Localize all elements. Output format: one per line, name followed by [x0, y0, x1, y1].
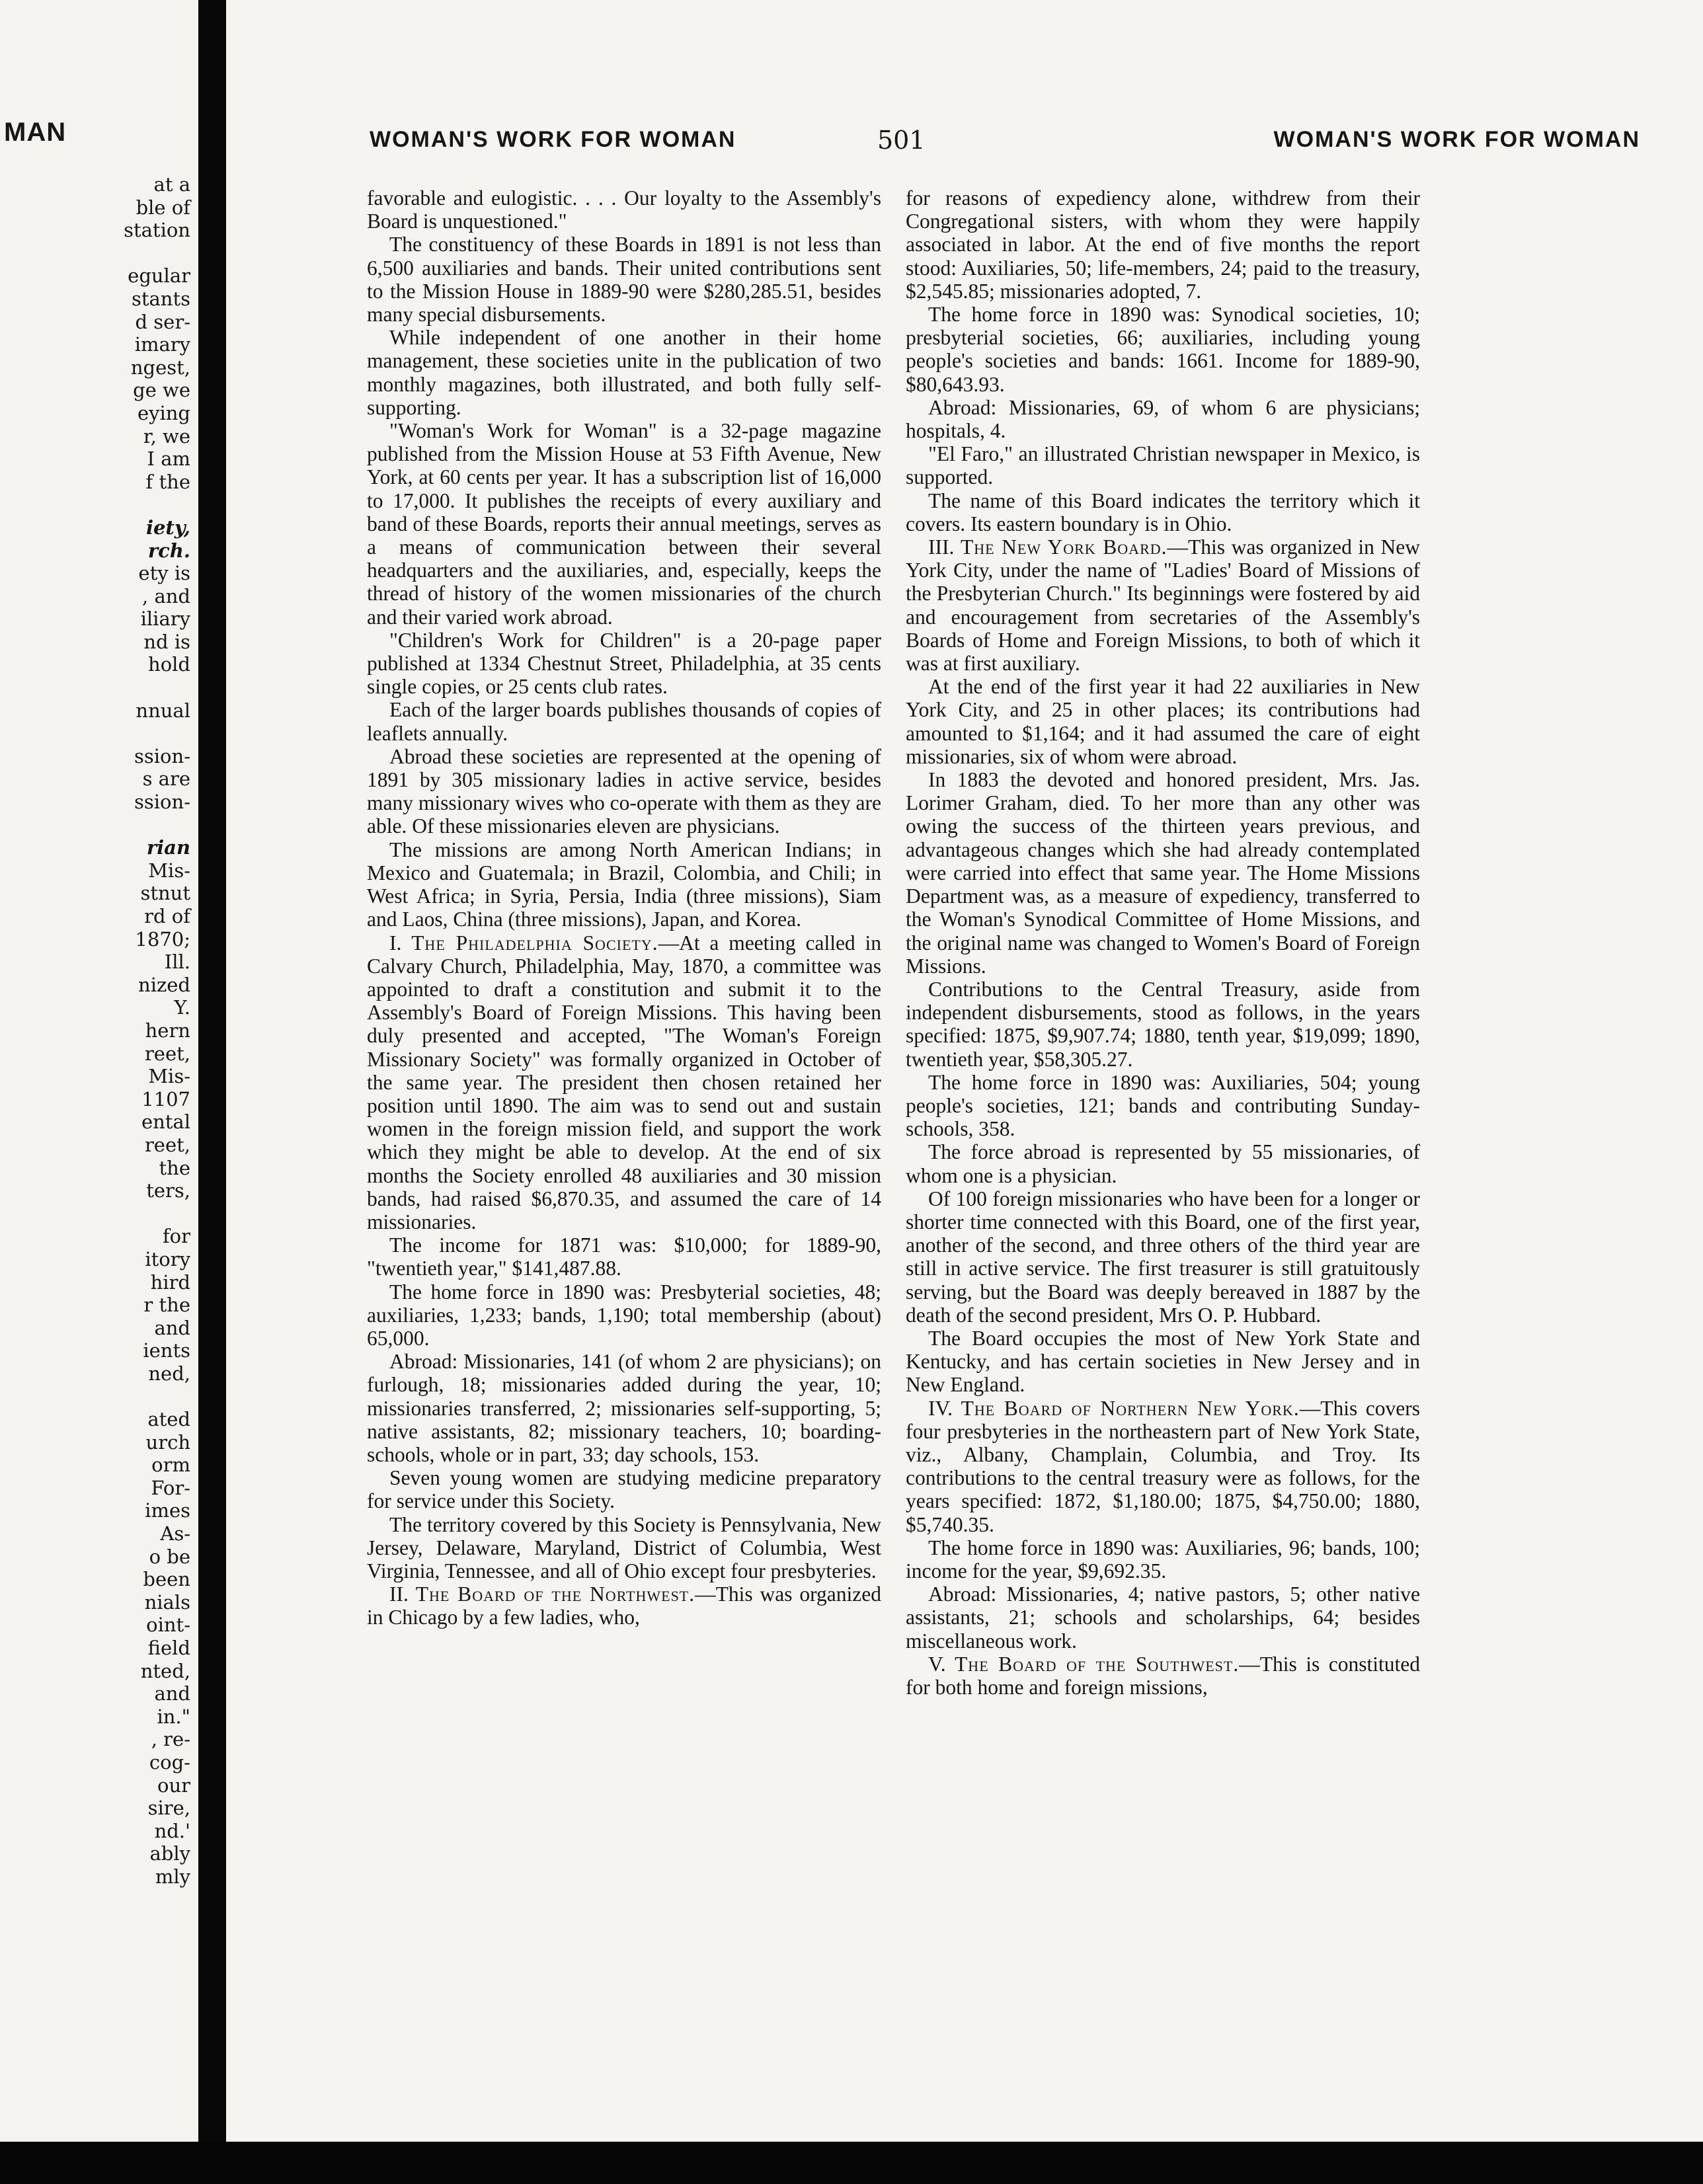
paragraph	[367, 1350, 881, 1466]
paragraph	[906, 1071, 1420, 1141]
previous-page-line: ge we	[133, 379, 190, 402]
previous-page-line: at a	[153, 173, 190, 196]
paragraph-text: favorable and eulogistic. . . . Our loyalty to the Assembly's Board is unquestioned."	[367, 186, 881, 233]
previous-page-line	[32, 493, 190, 516]
previous-page-line: ably	[149, 1842, 190, 1865]
previous-page-line: egular	[128, 264, 190, 288]
paragraph-text: The home force in 1890 was: Synodical societies, 10; presbyterial societies, 66; auxiliaries, including young people's societies and bands: 1661. Income for 1889-90, $80,643.93.	[906, 303, 1420, 396]
section-heading: The Board of the Northwest.	[415, 1582, 695, 1606]
previous-page-line	[32, 814, 190, 837]
paragraph	[906, 978, 1420, 1071]
previous-page-line: ble of	[136, 196, 190, 219]
left-column	[367, 186, 881, 1629]
previous-page-header: MAN	[4, 118, 67, 147]
running-head-left: WOMAN'S WORK FOR WOMAN	[370, 127, 736, 152]
paragraph-text: The home force in 1890 was: Auxiliaries, 96; bands, 100; income for the year, $9,692.35.	[906, 1536, 1420, 1582]
previous-page-line: Mis-	[148, 859, 190, 882]
previous-page-line: itory	[145, 1247, 190, 1270]
paragraph	[367, 629, 881, 699]
paragraph	[367, 1513, 881, 1583]
paragraph-text: III.	[928, 535, 961, 559]
paragraph-text: "Children's Work for Children" is a 20-page paper published at 1334 Chestnut Street, Philadelphia, at 35 cents single copies, or 25 cents club rates.	[367, 628, 881, 699]
previous-page-line: oint-	[146, 1614, 190, 1637]
previous-page-line: Ill.	[164, 951, 190, 974]
previous-page-line	[32, 242, 190, 265]
paragraph-text: "El Faro," an illustrated Christian newspaper in Mexico, is supported.	[906, 442, 1420, 489]
previous-page-line: the	[159, 1156, 190, 1179]
paragraph-text: The force abroad is represented by 55 missionaries, of whom one is a physician.	[906, 1140, 1420, 1187]
previous-page-line: s are	[142, 767, 190, 791]
paragraph	[906, 442, 1420, 488]
previous-page-fragment	[0, 0, 198, 2142]
previous-page-line: urch	[145, 1430, 190, 1454]
previous-page-line: our	[157, 1774, 190, 1797]
paragraph	[367, 326, 881, 419]
paragraph-text: —This is constituted for both home and foreign missions,	[906, 1652, 1420, 1699]
previous-page-line: ngest,	[130, 356, 190, 379]
previous-page-line: d ser-	[135, 310, 190, 333]
paragraph-text: The home force in 1890 was: Presbyterial societies, 48; auxiliaries, 1,233; bands, 1,190; total membership (about) 65,000.	[367, 1280, 881, 1350]
paragraph	[906, 1536, 1420, 1582]
paragraph-text: The income for 1871 was: $10,000; for 1889-90, "twentieth year," $141,487.88.	[367, 1233, 881, 1280]
previous-page-line: nials	[144, 1590, 190, 1614]
paragraph	[906, 1327, 1420, 1397]
previous-page-line: nted,	[140, 1659, 190, 1682]
paragraph	[906, 1397, 1420, 1536]
previous-page-line: Y.	[174, 996, 190, 1019]
previous-page-line: I am	[147, 448, 190, 471]
right-column	[906, 186, 1420, 1699]
previous-page-line: and	[154, 1316, 190, 1339]
previous-page-line: nd is	[143, 630, 190, 653]
previous-page-line	[32, 1202, 190, 1226]
previous-page-line: nd.'	[154, 1819, 190, 1842]
paragraph	[906, 1582, 1420, 1653]
previous-page-line: 1870;	[135, 927, 190, 951]
paragraph	[906, 1653, 1420, 1699]
previous-page-line: hird	[150, 1270, 190, 1294]
paragraph	[906, 489, 1420, 535]
page-501	[226, 0, 1703, 2142]
previous-page-line: and	[154, 1682, 190, 1705]
previous-page-line: ental	[141, 1111, 190, 1134]
previous-page-text	[32, 173, 190, 1889]
previous-page-line: been	[143, 1568, 190, 1591]
previous-page-line: ients	[143, 1339, 190, 1362]
previous-page-line: For-	[151, 1476, 190, 1499]
paragraph	[906, 768, 1420, 978]
previous-page-line: ated	[147, 1408, 190, 1431]
previous-page-line: As-	[160, 1522, 190, 1545]
previous-page-line: ssion-	[134, 744, 190, 767]
previous-page-line: iliary	[140, 607, 190, 631]
paragraph	[906, 1187, 1420, 1327]
paragraph-text: Abroad these societies are represented at the opening of 1891 by 305 missionary ladies in active service, besides many missionary wives who co-operate with them as they are able. Of these missionaries eleven are physicians.	[367, 744, 881, 838]
previous-page-line: field	[147, 1637, 190, 1659]
previous-page-line: rd of	[144, 905, 190, 927]
previous-page-line	[32, 1385, 190, 1408]
paragraph	[367, 698, 881, 744]
paragraph	[906, 186, 1420, 303]
paragraph	[367, 186, 881, 233]
paragraph	[906, 535, 1420, 675]
paragraph-text: In 1883 the devoted and honored president, Mrs. Jas. Lorimer Graham, died. To her more than any other was owing the success of the thirteen years previous, and advantageous changes which she had already contemplated were carried into effect that same year. The Home Missions Department was, as a measure of expediency, transferred to the Woman's Synodical Committee of Home Missions, and the original name was changed to Women's Board of Foreign Missions.	[906, 768, 1420, 978]
paragraph-text: "Woman's Work for Woman" is a 32-page magazine published from the Mission House at 53 Fifth Avenue, New York, at 60 cents per year. It has a subscription list of 16,000 to 17,000. It publishes the receipts of every auxiliary and band of these Boards, reports their annual meetings, serves as a means of communication between their several headquarters and the auxiliaries, and, especially, keeps the thread of history of the women missionaries of the church and their varied work abroad.	[367, 419, 881, 629]
paragraph-text: II.	[389, 1582, 416, 1606]
paragraph	[906, 303, 1420, 396]
paragraph-text: The territory covered by this Society is Pennsylvania, New Jersey, Delaware, Maryland, District of Columbia, West Virginia, Tennessee, and all of Ohio except four presbyteries.	[367, 1512, 881, 1582]
paragraph-text: The missions are among North American Indians; in Mexico and Guatemala; in Brazil, Colombia, and Chili; in West Africa; in Syria, Persia, India (three missions), Siam and Laos, China (three missions), Japan, and Korea.	[367, 838, 881, 931]
paragraph-text: I.	[389, 931, 412, 955]
previous-page-line: nized	[138, 973, 190, 996]
book-gutter	[198, 0, 226, 2184]
paragraph-text: The constituency of these Boards in 1891 is not less than 6,500 auxiliaries and bands. Their united contributions sent to the Mission House in 1889-90 were $280,285.51, besides many special disbursements.	[367, 233, 881, 327]
running-head-right: WOMAN'S WORK FOR WOMAN	[1273, 127, 1640, 152]
paragraph-text: The home force in 1890 was: Auxiliaries, 504; young people's societies, 121; bands and contributing Sunday-schools, 358.	[906, 1070, 1420, 1141]
previous-page-line	[32, 722, 190, 745]
previous-page-line: cog-	[149, 1750, 190, 1774]
paragraph-text: —At a meeting called in Calvary Church, Philadelphia, May, 1870, a committee was appointed to draft a constitution and submit it to the Assembly's Board of Foreign Missions. This having been duly presented and accepted, "The Woman's Foreign Missionary Society" was formally organized in October of the same year. The president then chosen retained her position until 1890. The aim was to send out and sustain women in the foreign mission field, and support the work which they might be able to develop. At the end of six months the Society enrolled 48 auxiliaries and 30 mission bands, had raised $6,870.35, and assumed the care of 14 missionaries.	[367, 931, 881, 1233]
previous-page-line: reet,	[144, 1133, 190, 1156]
previous-page-line: stants	[131, 287, 190, 310]
paragraph-text: —This was organized in New York City, under the name of "Ladies' Board of Missions of the Presbyterian Church." Its beginnings were fostered by aid and encouragement from secretaries of the Assembly's Boards of Home and Foreign Missions, to both of which it was at first auxiliary.	[906, 535, 1420, 676]
paragraph	[367, 931, 881, 1234]
paragraph-text: IV.	[928, 1396, 961, 1420]
previous-page-line: imes	[145, 1499, 190, 1522]
previous-page-line	[32, 676, 190, 699]
paragraph-text: While independent of one another in their home management, these societies unite in the publication of two monthly magazines, both illustrated, and both fully self-supporting.	[367, 326, 881, 419]
previous-page-line: iety,	[145, 516, 190, 539]
paragraph-text: At the end of the first year it had 22 auxiliaries in New York City, and 25 in other places; its contributions had amounted to $1,164; and it had assumed the care of eight missionaries, six of whom were abroad.	[906, 675, 1420, 768]
previous-page-line: ters,	[146, 1179, 190, 1202]
previous-page-line: Mis-	[148, 1065, 190, 1088]
paragraph	[367, 1280, 881, 1350]
paragraph	[367, 1233, 881, 1280]
paragraph-text: Contributions to the Central Treasury, aside from independent disbursements, stood as follows, in the years specified: 1875, $9,907.74; 1880, tenth year, $19,099; 1890, twentieth year, $58,305.27.	[906, 977, 1420, 1071]
paragraph-text: —This was organized in Chicago by a few ladies, who,	[367, 1582, 881, 1629]
section-heading: The New York Board.	[960, 535, 1168, 559]
paragraph-text: Abroad: Missionaries, 141 (of whom 2 are physicians); on furlough, 18; missionaries added during the year, 10; missionaries transferred, 2; missionaries self-supporting, 5; native assistants, 82; missionary teachers, 10; boarding-schools, whole or in part, 33; day schools, 153.	[367, 1350, 881, 1466]
previous-page-line: r, we	[143, 424, 190, 448]
previous-page-line: f the	[145, 470, 190, 493]
previous-page-line: 1107	[141, 1087, 190, 1111]
paragraph-text: Of 100 foreign missionaries who have been for a longer or shorter time connected with this Board, one of the first year, another of the second, and three others of the third year are still in active service. The first treasurer is still gratuitously serving, but the Board was deeply bereaved in 1887 by the death of the second president, Mrs O. P. Hubbard.	[906, 1187, 1420, 1327]
paragraph-text: The Board occupies the most of New York State and Kentucky, and has certain societies in New Jersey and in New England.	[906, 1326, 1420, 1397]
paragraph-text: —This covers four presbyteries in the northeastern part of New York State, viz., Albany, Champlain, Columbia, and Troy. Its contributions to the central treasury were as follows, for the years specified: 1872, $1,180.00; 1875, $4,750.00; 1880, $5,740.35.	[906, 1396, 1420, 1536]
previous-page-line: mly	[155, 1865, 190, 1888]
previous-page-line: sire,	[147, 1797, 190, 1820]
previous-page-line: , re-	[151, 1728, 190, 1751]
section-heading: The Board of Northern New York.	[961, 1396, 1300, 1420]
paragraph-text: Abroad: Missionaries, 4; native pastors, 5; other native assistants, 21; schools and scholarships, 64; besides miscellaneous work.	[906, 1582, 1420, 1653]
paragraph-text: Each of the larger boards publishes thousands of copies of leaflets annually.	[367, 698, 881, 745]
previous-page-line: ned,	[148, 1362, 190, 1385]
running-head	[226, 127, 1703, 160]
paragraph	[906, 675, 1420, 768]
previous-page-line: r the	[143, 1294, 190, 1317]
previous-page-line: ssion-	[134, 791, 190, 814]
previous-page-line: nnual	[136, 699, 190, 722]
previous-page-line: stnut	[140, 882, 190, 905]
paragraph-text: Abroad: Missionaries, 69, of whom 6 are physicians; hospitals, 4.	[906, 395, 1420, 443]
previous-page-line: reet,	[144, 1042, 190, 1065]
paragraph	[367, 419, 881, 629]
previous-page-line: , and	[142, 584, 190, 607]
paragraph-text: for reasons of expediency alone, withdrew from their Congregational sisters, with whom they were happily associated in labor. At the end of five months the report stood: Auxiliaries, 50; life-members, 24; paid to the treasury, $2,545.85; missionaries adopted, 7.	[906, 186, 1420, 303]
previous-page-line: hern	[145, 1019, 190, 1042]
scan-border	[0, 2142, 1703, 2184]
paragraph	[367, 233, 881, 326]
paragraph	[367, 745, 881, 838]
previous-page-line: ety is	[138, 562, 190, 585]
paragraph-text: V.	[928, 1652, 955, 1676]
previous-page-line: for	[162, 1225, 190, 1248]
previous-page-line: hold	[148, 653, 190, 676]
previous-page-line: eying	[137, 401, 190, 424]
paragraph	[906, 396, 1420, 442]
section-heading: The Philadelphia Society.	[411, 931, 658, 955]
paragraph	[367, 1582, 881, 1629]
previous-page-line: station	[124, 219, 190, 242]
paragraph	[906, 1140, 1420, 1187]
section-heading: The Board of the Southwest.	[955, 1652, 1240, 1676]
previous-page-line: in."	[157, 1705, 190, 1728]
paragraph-text: The name of this Board indicates the territory which it covers. Its eastern boundary is in Ohio.	[906, 488, 1420, 535]
previous-page-line: rch.	[147, 539, 190, 562]
previous-page-line: rian	[146, 836, 190, 859]
page-number: 501	[877, 126, 926, 155]
paragraph	[367, 1466, 881, 1512]
previous-page-line: imary	[134, 333, 190, 356]
previous-page-line: o be	[149, 1545, 190, 1568]
previous-page-line: orm	[151, 1454, 190, 1477]
paragraph	[367, 838, 881, 931]
paragraph-text: Seven young women are studying medicine preparatory for service under this Society.	[367, 1466, 881, 1513]
